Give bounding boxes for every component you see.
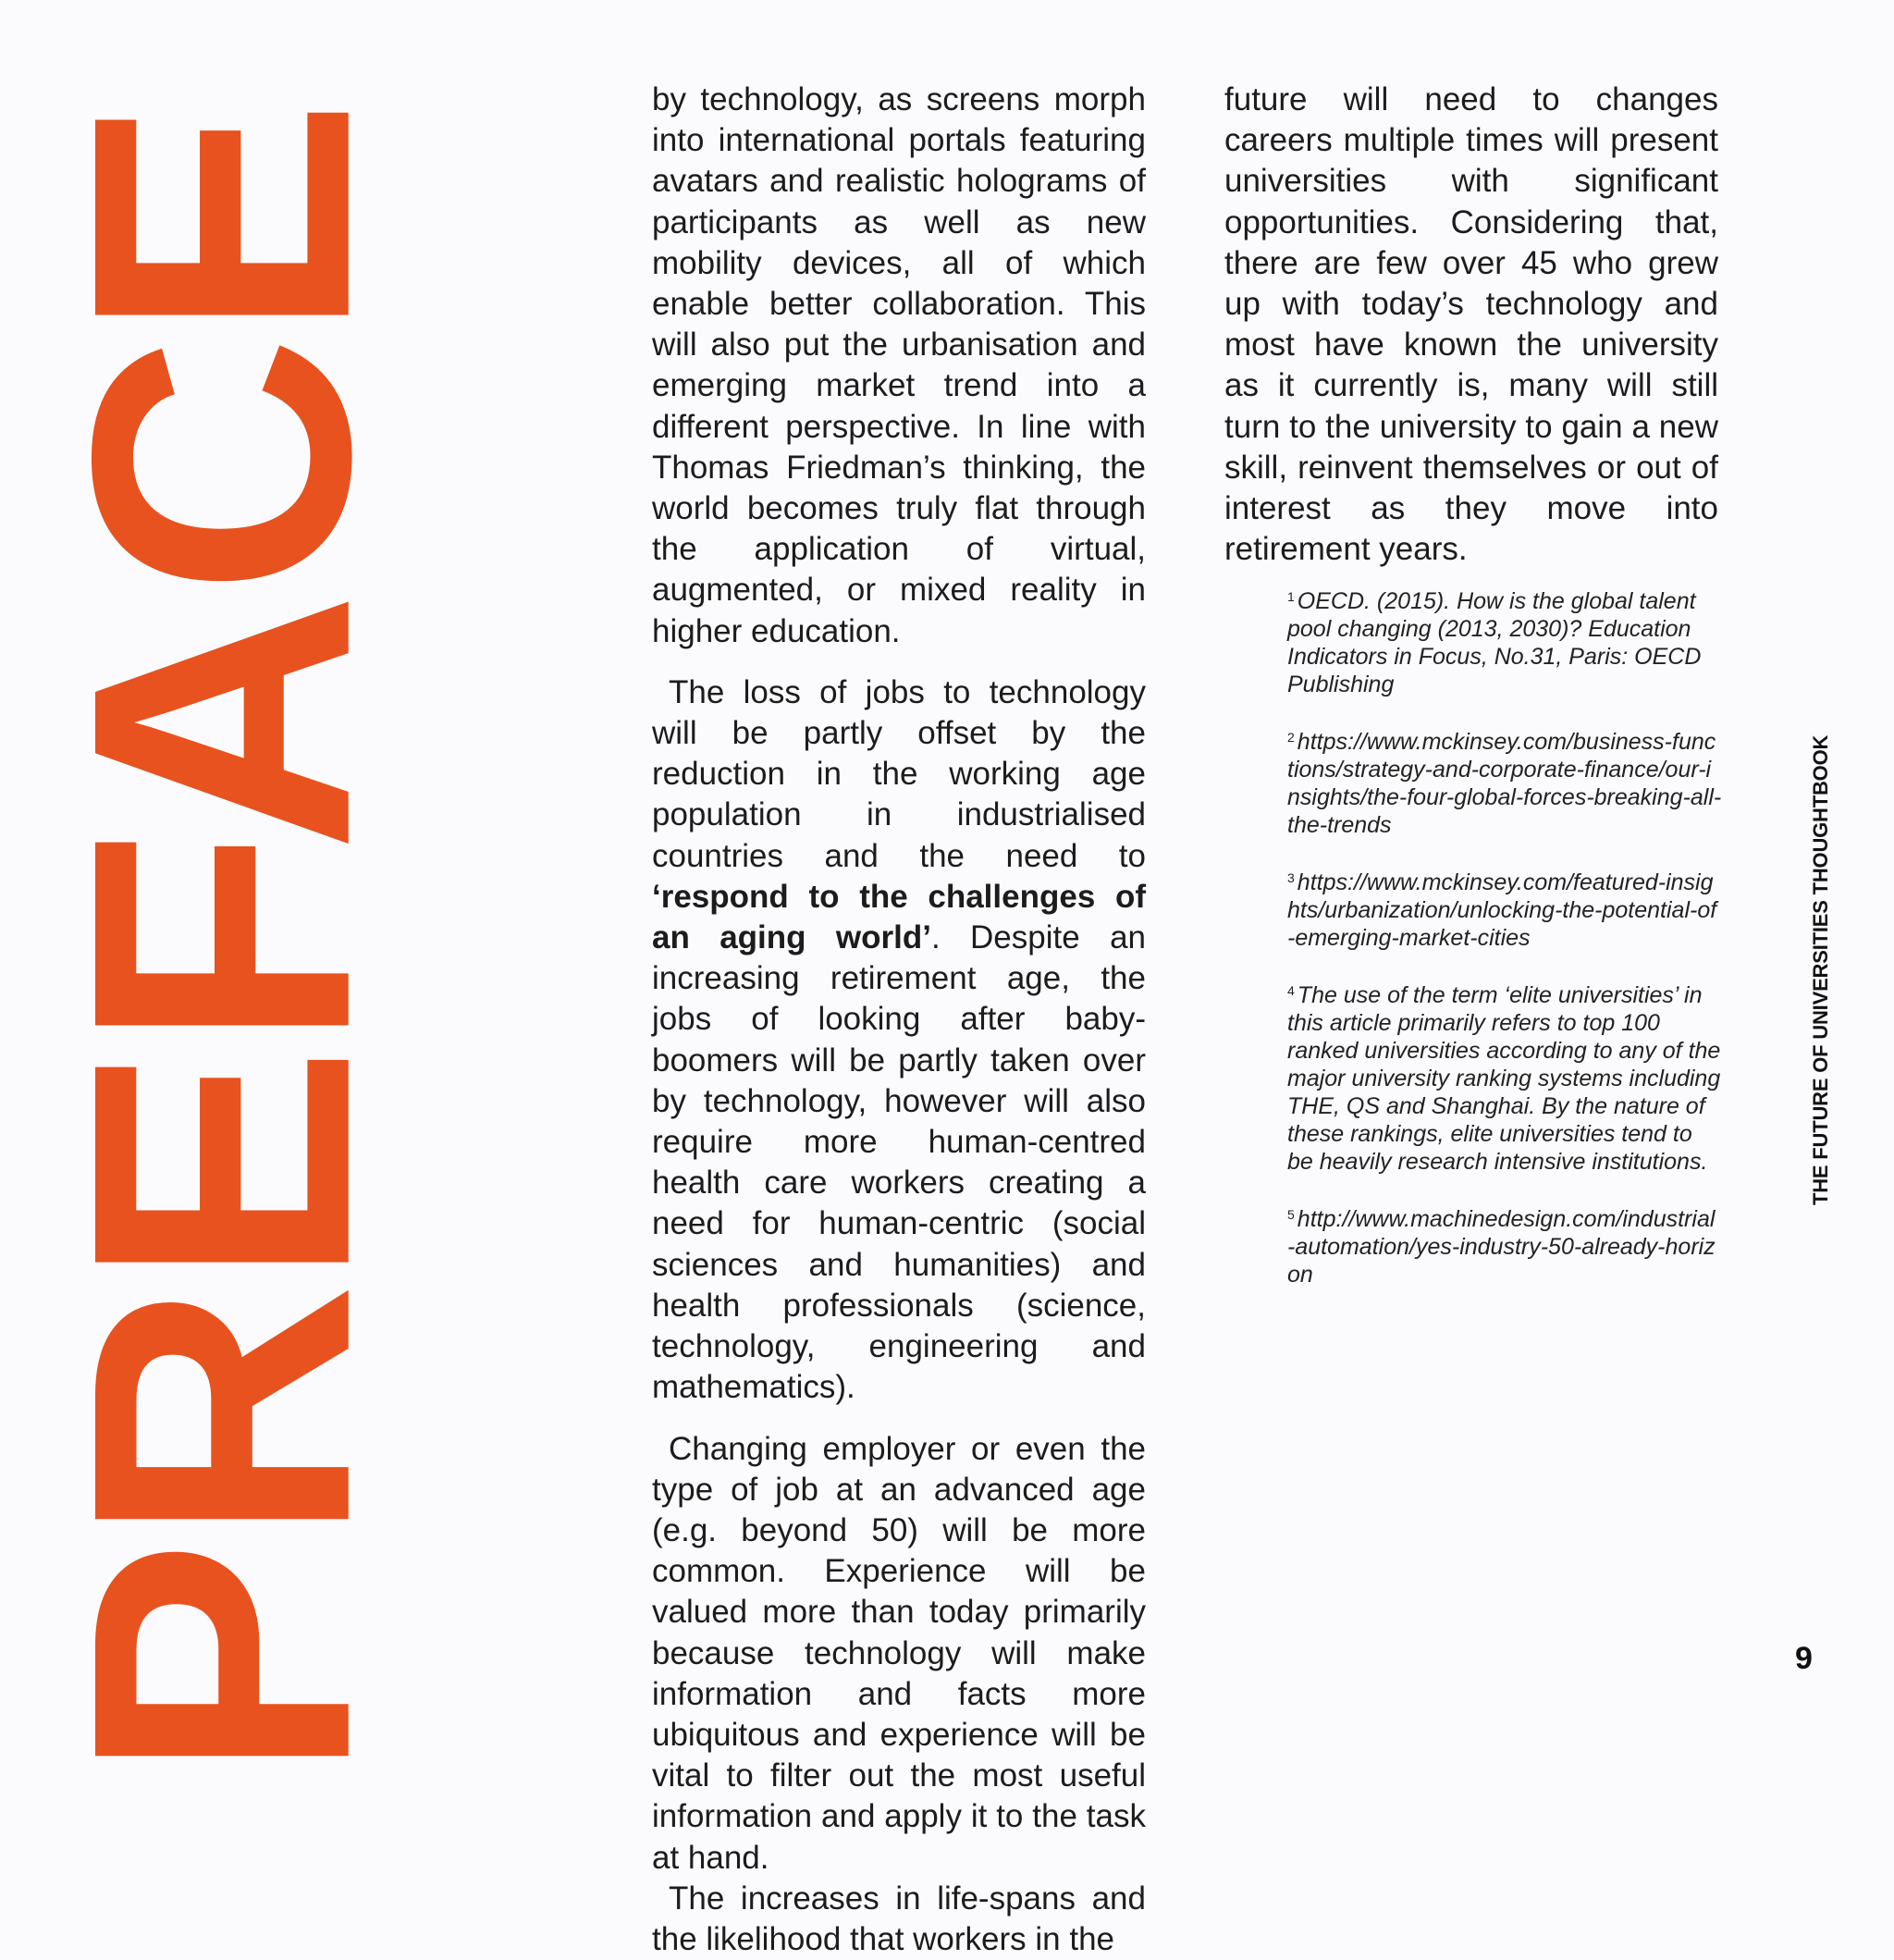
footnote: $^5$ http://www.machinedesign.com/industrial-automation/yes-industry-50-already-horizon [1287, 1206, 1716, 1288]
footnote: $^2$ https://www.mckinsey.com/business-functions/strategy-and-corporate-finance/our-insights/the-four-global-forces-breaking-all-the-trends [1287, 729, 1722, 838]
paragraph: The increases in life-spans and the likelihood that workers in the [652, 1880, 1146, 1957]
preface-heading-wrap [15, 102, 427, 1781]
paragraph: Changing employer or even the type of job at an advanced age (e.g. beyond 50) will be more common. Experience will be valued more than today primarily because technology will make information and facts more ubiquitous and experience will be vital to filter out the most useful information and apply it to the task at hand. [652, 1430, 1146, 1876]
paragraph: future will need to changes careers multiple times will present universities with significant opportunities. Considering that, there are few over 45 who grew up with today’s technology and most have known the university as it currently is, many will still turn to the university to gain a new skill, reinvent themselves or out of interest as they move into retirement years. [1224, 81, 1718, 568]
bold-quote: ‘respond to the challenges of an aging world’ [652, 878, 1146, 956]
footnote: $^1$ OECD. (2015). How is the global talent pool changing (2013, 2030)? Education Indicators in Focus, No.31, Paris: OECD Publishing [1287, 588, 1702, 697]
body-column-right [1224, 80, 1718, 570]
footnote: $^4$ The use of the term ‘elite universities’ in this article primarily refers to top 100 ranked universities according to any of the major university ranking systems including THE, QS and Shanghai. By the nature of these rankings, elite universities tend to be heavily research intensive institutions. [1287, 982, 1721, 1175]
paragraph: The loss of jobs to technology will be partly offset by the reduction in the working age population in industrialised countries and the need to ‘respond to the challenges of an aging world’. Despite an increasing retirement age, the jobs of looking after baby-boomers will be partly taken over by technology, however will also require more human-centred health care workers creating a need for human-centric (social sciences and humanities) and health professionals (science, technology, engineering and mathematics). [652, 673, 1146, 1406]
page-number: 9 [1795, 1641, 1813, 1676]
footnotes [1287, 583, 1722, 1313]
running-title: THE FUTURE OF UNIVERSITIES THOUGHTBOOK [1809, 734, 1832, 1205]
preface-heading: PREFACE [15, 102, 427, 1781]
paragraph: by technology, as screens morph into international portals featuring avatars and realistic holograms of participants as well as new mobility devices, all of which enable better collaboration. This will also put the urbanisation and emerging market trend into a different perspective. In line with Thomas Friedman’s thinking, the world becomes truly flat through the application of virtual, augmented, or mixed reality in higher education. [652, 81, 1146, 649]
footnote: $^3$ https://www.mckinsey.com/featured-insights/urbanization/unlocking-the-potential-of-emerging-market-cities [1287, 869, 1717, 951]
body-column-left [652, 80, 1146, 1960]
